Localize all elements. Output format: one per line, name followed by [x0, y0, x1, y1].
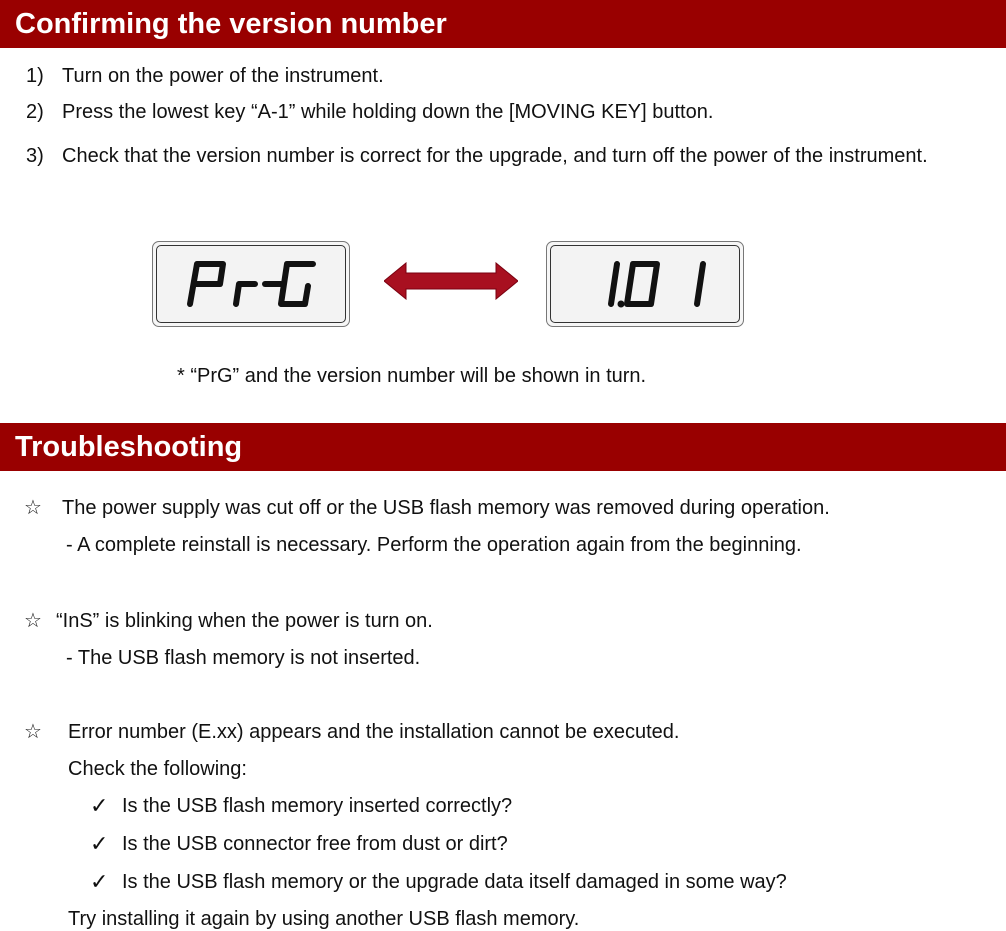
issue-3-detail: Check the following: [68, 758, 247, 780]
step-1-text: Turn on the power of the instrument. [62, 65, 384, 87]
step-2-text: Press the lowest key “A-1” while holding down the [MOVING KEY] button. [62, 101, 714, 123]
issue-2-title: “InS” is blinking when the power is turn on. [56, 610, 433, 632]
step-3-text: Check that the version number is correct for the upgrade, and turn off the power of the instrument. [62, 145, 928, 167]
issue-3-title: Error number (E.xx) appears and the installation cannot be executed. [68, 721, 680, 743]
check-item-1: Is the USB flash memory inserted correctly? [122, 795, 513, 817]
section-title-version: Confirming the version number [0, 0, 1006, 48]
star-bullet-icon: ☆ [24, 721, 42, 743]
issue-1-detail: - A complete reinstall is necessary. Perform the operation again from the beginning. [66, 534, 802, 556]
alternating-arrow-icon [384, 262, 518, 300]
issue-1-title: The power supply was cut off or the USB flash memory was removed during operation. [62, 497, 830, 519]
step-2-number: 2) [26, 101, 44, 123]
checkmark-icon: ✓ [90, 869, 109, 894]
star-bullet-icon: ☆ [24, 610, 42, 632]
checkmark-icon: ✓ [90, 831, 109, 856]
step-1-number: 1) [26, 65, 44, 87]
lcd-display-prg [152, 241, 350, 327]
check-item-2: Is the USB connector free from dust or dirt? [122, 833, 508, 855]
issue-2-detail: - The USB flash memory is not inserted. [66, 647, 421, 669]
display-note: * “PrG” and the version number will be shown in turn. [177, 365, 647, 387]
step-3-number: 3) [26, 145, 44, 167]
star-bullet-icon: ☆ [24, 497, 42, 519]
lcd-display-version [546, 241, 744, 327]
section-title-troubleshooting: Troubleshooting [0, 423, 1006, 471]
issue-3-footer: Try installing it again by using another USB flash memory. [68, 908, 580, 930]
seven-segment-prg-icon [153, 242, 351, 328]
check-item-3: Is the USB flash memory or the upgrade data itself damaged in some way? [122, 871, 787, 893]
checkmark-icon: ✓ [90, 793, 109, 818]
seven-segment-version-icon [547, 242, 745, 328]
